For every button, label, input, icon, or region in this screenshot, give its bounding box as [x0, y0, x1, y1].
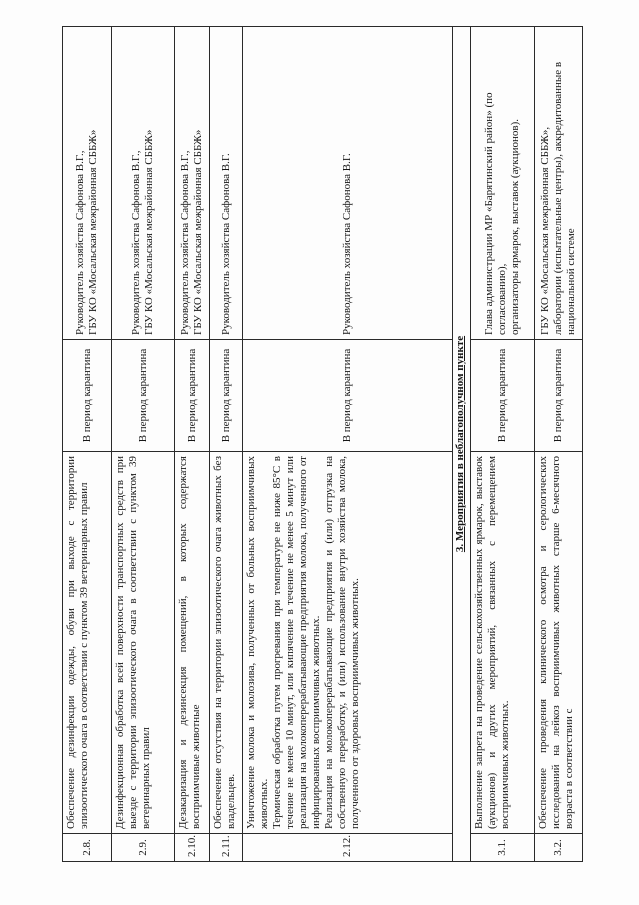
row-number: 3.2. [535, 834, 583, 862]
row-number: 2.9. [112, 834, 175, 862]
measure-text: Выполнение запрета на проведение сельскохозяйственных ярмарок, выставок (аукционов) и других мероприятий, связанных с перемещением восприимчивых животных. [473, 456, 511, 829]
row-number: 2.10. [175, 834, 210, 862]
row-number: 2.11. [210, 834, 243, 862]
table-row [210, 27, 243, 862]
term-cell: В период карантина [471, 340, 535, 452]
responsible-text: лаборатории (испытательные центры), аккредитованные в национальной системе [552, 61, 577, 335]
measure-text: Уничтожение молока и молозива, полученных от больных восприимчивых животных. [245, 456, 270, 829]
responsible-cell [63, 27, 112, 340]
measure-cell [112, 452, 175, 834]
responsible-text: ГБУ КО «Мосальская межрайонная СББЖ» [192, 129, 204, 335]
measure-cell [175, 452, 210, 834]
responsible-text: ГБУ КО «Мосальская межрайонная СББЖ», [539, 126, 551, 335]
row-number: 2.12. [243, 834, 453, 862]
term-cell: В период карантина [243, 340, 453, 452]
responsible-text: ГБУ КО «Мосальская межрайонная СББЖ» [87, 129, 99, 335]
responsible-text: организаторы ярмарок, выставок (аукционов). [509, 118, 521, 335]
measure-text: Реализация на молокоперерабатывающие предприятия и (или) отгрузка на собственную переработку, и (или) использование внутри хозяйства молока, полученного от здоровых восприимчивых животных. [323, 456, 361, 829]
responsible-cell [471, 27, 535, 340]
table-row [175, 27, 210, 862]
term-cell: В период карантина [535, 340, 583, 452]
responsible-text: Глава администрации МР «Барятинский район» (по согласованию), [483, 92, 508, 335]
section-title: 3. Мероприятия в неблагополучном пункте [453, 27, 471, 862]
responsible-cell [112, 27, 175, 340]
measure-text: Термическая обработка путем прогревания при температуре не ниже 85°С в течение не менее 10 минут, или кипячение в течение не менее 5 минут или реализация на молокоперерабатывающие предприятия молока, полученного от инфицированных восприимчивых животных. [271, 456, 322, 829]
responsible-text: Руководитель хозяйства Сафонова В.Г., [74, 150, 86, 335]
responsible-text: ГБУ КО «Мосальская межрайонная СББЖ» [143, 129, 155, 335]
measure-text: Дезакаризация и дезинсекция помещений, в которых содержатся восприимчивые животные [177, 456, 202, 829]
section-header-row [453, 27, 471, 862]
term-cell: В период карантина [175, 340, 210, 452]
measure-cell [210, 452, 243, 834]
table-row [112, 27, 175, 862]
responsible-text: Руководитель хозяйства Сафонова В.Г., [130, 150, 142, 335]
measure-cell [471, 452, 535, 834]
responsible-cell [210, 27, 243, 340]
rotated-table-container [62, 27, 582, 862]
responsible-text: Руководитель хозяйства Сафонова В.Г. [341, 153, 353, 335]
table-row [535, 27, 583, 862]
measures-table [62, 26, 583, 862]
measure-cell [535, 452, 583, 834]
row-number: 3.1. [471, 834, 535, 862]
measure-text: Обеспечение проведения клинического осмотра и серологических исследований на лейкоз восприимчивых животных старше 6-месячного возраста в соответствии с [537, 456, 575, 829]
measure-cell [63, 452, 112, 834]
term-cell: В период карантина [112, 340, 175, 452]
responsible-cell [243, 27, 453, 340]
row-number: 2.8. [63, 834, 112, 862]
measure-text: Дезинфекционная обработка всей поверхности транспортных средств при выезде с территории эпизоотического очага в соответствии с пунктом 39 ветеринарных правил [114, 456, 152, 829]
responsible-text: Руководитель хозяйства Сафонова В.Г. [219, 153, 232, 335]
responsible-text: Руководитель хозяйства Сафонова В.Г., [179, 150, 191, 335]
table-row [243, 27, 453, 862]
term-cell: В период карантина [210, 340, 243, 452]
measure-text: Обеспечение дезинфекции одежды, обуви при выходе с территории эпизоотического очага в соответствии с пунктом 39 ветеринарных правил [65, 456, 90, 829]
measure-text: Обеспечение отсутствия на территории эпизоотического очага животных без владельцев. [212, 456, 237, 829]
table-row [471, 27, 535, 862]
table-row [63, 27, 112, 862]
term-cell: В период карантина [63, 340, 112, 452]
responsible-cell [535, 27, 583, 340]
measure-cell [243, 452, 453, 834]
responsible-cell [175, 27, 210, 340]
